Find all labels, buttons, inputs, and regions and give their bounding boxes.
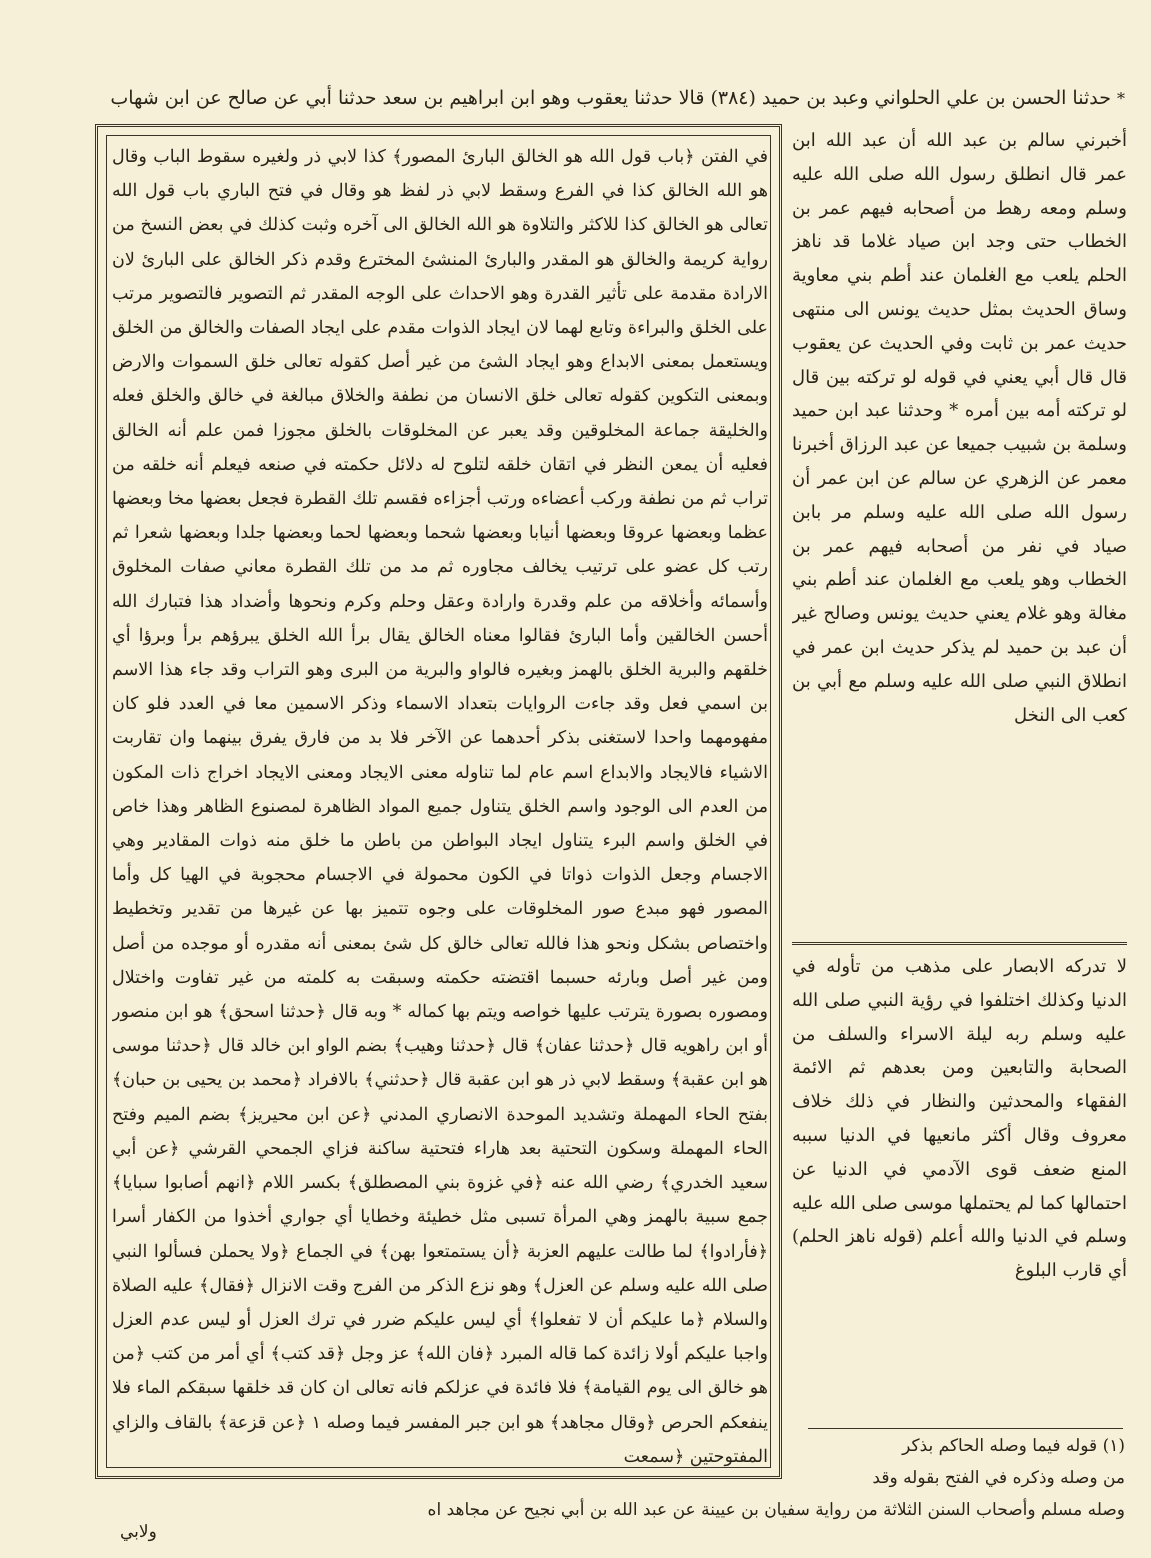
footnote-line-3: وصله مسلم وأصحاب السنن الثلاثة من رواية سفيان بن عيينة عن عبد الله بن أبي نجيح عن مجاهد اه: [427, 1500, 1125, 1520]
page-header: [95, 78, 1125, 118]
footnote: [100, 1430, 1125, 1530]
main-paragraph: في الفتن ﴿باب قول الله هو الخالق البارئ المصور﴾ كذا لابي ذر ولغيره سقوط الباب وقال هو الله الخالق كذا في الفرع وسقط لابي ذر لفظ هو وقال في فتح الباري باب قول الله تعالى هو الخالق كذا للاكثر والتلاوة هو الله الخالق الى آخره وثبت كذلك في بعض النسخ من رواية كريمة والخالق هو المقدر والبارئ المنشئ المخترع وقدم ذكر الخالق على البارئ لان الارادة مقدمة على تأثير القدرة وهو الاحداث على الوجه المقدر ثم التصوير فالتصوير مرتب على الخلق والبراءة وتابع لهما لان ايجاد الذوات مقدم على ايجاد الصفات والخالق من الخلق ويستعمل بمعنى الابداع وهو ايجاد الشئ من غير أصل كقوله تعالى خلق السموات والارض وبمعنى التكوين كقوله تعالى خلق الانسان من نطفة والخلاق مبالغة في خالق والخلق فعله والخليقة جماعة المخلوقين وقد يعبر عن المخلوقات بالخلق مجوزا فمن علم أنه الخالق فعليه أن يمعن النظر في اتقان خلقه لتلوح له دلائل حكمته في صنعه فيعلم أنه خلقه من تراب ثم من نطفة وركب أعضاءه ورتب أجزاءه فقسم تلك القطرة فجعل بعضها مخا وبعضها عظما وبعضها عروقا وبعضها أنيابا وبعضها شحما وبعضها لحما وبعضها جلدا وبعضها شعرا ثم رتب كل عضو على ترتيب يخالف مجاوره ثم مد من تلك القطرة معاني صفات المخلوق وأسمائه وأخلاقه من علم وقدرة وارادة وعقل وحلم وكرم ونحوها وأضداد هذا فتبارك الله أحسن الخالقين وأما البارئ فقالوا معناه الخالق يقال برأ الله الخلق يبرؤهم برأ وبرؤا أي خلقهم والبرية الخلق بالهمز وبغيره فالواو والبرية من البرى وهو التراب وقد جاء هذا الاسم بن اسمي فعل وقد جاءت الروايات بتعداد الاسماء وذكر الاسمين معا في العدد فلو كان مفهومهما واحدا لاستغنى بذكر أحدهما عن الآخر فلا بد من فارق يفرق بينهما وان تقاربت الاشياء فالايجاد والابداع اسم عام لما تناوله معنى الايجاد ومعنى الايجاد اخراج ذات المكون من العدم الى الوجود واسم الخلق يتناول جميع المواد الظاهرة لمصنوع الظاهر وهذا خاص في الخلق واسم البرء يتناول ايجاد البواطن من باطن ما خلق منه ذوات المقادير وهي الاجسام وجعل الذوات ذواتا في الكون محمولة في الاجسام محجوبة في الهيا كل وأما المصور فهو مبدع صور المخلوقات على وجوه تتميز بها عن غيرها من تقدير وتخطيط واختصاص بشكل ونحو هذا فالله تعالى خالق كل شئ بمعنى أنه مقدره أو موجده من أصل ومن غير أصل وبارئه حسبما اقتضته حكمته وسبقت به كلمته من غير تفاوت واختلال ومصوره بصورة يترتب عليها خواصه ويتم بها كماله * وبه قال ﴿حدثنا اسحق﴾ هو ابن منصور أو ابن راهويه قال ﴿حدثنا عفان﴾ قال ﴿حدثنا وهيب﴾ بضم الواو ابن خالد قال ﴿حدثنا موسى هو ابن عقبة﴾ وسقط لابي ذر هو ابن عقبة قال ﴿حدثني﴾ بالافراد ﴿محمد بن يحيى بن حبان﴾ بفتح الحاء المهملة وتشديد الموحدة الانصاري المدني ﴿عن ابن محيريز﴾ بضم الميم وفتح الحاء المهملة وسكون التحتية بعد هاراء فتحتية ساكنة فزاي الجمحي القرشي ﴿عن أبي سعيد الخدري﴾ رضي الله عنه ﴿في غزوة بني المصطلق﴾ بكسر اللام ﴿انهم أصابوا سبايا﴾ جمع سبية بالهمز وهي المرأة تسبى مثل خطيئة وخطايا أي جواري أخذوا من الكفار أسرا ﴿فأرادوا﴾ لما طالت عليهم العزبة ﴿أن يستمتعوا بهن﴾ في الجماع ﴿ولا يحملن فسألوا النبي صلى الله عليه وسلم عن العزل﴾ وهو نزع الذكر من الفرج وقت الانزال ﴿فقال﴾ عليه الصلاة والسلام ﴿ما عليكم أن لا تفعلوا﴾ أي ليس عليكم ضرر في ترك العزل أو ليس عدم العزل واجبا عليكم أولا زائدة كما قاله المبرد ﴿فان الله﴾ عز وجل ﴿قد كتب﴾ أي أمر من كتب ﴿من هو خالق الى يوم القيامة﴾ فلا فائدة في عزلكم فانه تعالى ان كان قد خلقها سبقكم الماء فلا ينفعكم الحرص ﴿وقال مجاهد﴾ هو ابن جبر المفسر فيما وصله ١ ﴿عن قزعة﴾ بالقاف والزاي المفتوحتين ﴿سمعت: [112, 147, 768, 1467]
footnote-line-2: من وصله وذكره في الفتح بقوله وقد: [872, 1468, 1125, 1488]
hadith-side-column: [792, 124, 1127, 934]
header-text: حدثنا الحسن بن علي الحلواني وعبد بن حميد (٣٨٤) قالا حدثنا يعقوب وهو ابن ابراهيم بن سعد حدثنا أبي عن صالح عن ابن شهاب: [110, 87, 1111, 109]
column-divider: [792, 942, 1127, 945]
side-commentary-column: [792, 950, 1127, 1420]
catchword: ولابي: [120, 1522, 157, 1542]
header-star: *: [1117, 89, 1125, 108]
side-paragraph: أخبرني سالم بن عبد الله أن عبد الله ابن عمر قال انطلق رسول الله صلى الله عليه وسلم ومعه رهط من أصحابه فيهم عمر بن الخطاب حتى وجد ابن صياد غلاما قد ناهز الحلم يلعب مع الغلمان عند أطم بني معاوية وساق الحديث بمثل حديث يونس الى منتهى حديث عمر بن ثابت وفي الحديث عن يعقوب قال قال أبي يعني في قوله لو تركته بين قال لو تركته أمه بين أمره * وحدثنا عبد ابن حميد وسلمة بن شبيب جميعا عن عبد الرزاق أخبرنا معمر عن الزهري عن سالم عن ابن عمر أن رسول الله صلى الله عليه وسلم مر بابن صياد في نفر من أصحابه فيهم عمر بن الخطاب وهو يلعب مع الغلمان عند أطم بني مغالة وهو غلام يعني حديث يونس وصالح غير أن عبد بن حميد لم يذكر حديث ابن عمر في انطلاق النبي صلى الله عليه وسلم مع أبي بن كعب الى النخل: [792, 130, 1127, 726]
footnote-rule: [808, 1428, 1123, 1429]
footnote-line-1: (١) قوله فيما وصله الحاكم بذكر: [902, 1436, 1125, 1456]
main-commentary-column: [112, 140, 768, 1470]
side-lower-paragraph: لا تدركه الابصار على مذهب من تأوله في الدنيا وكذلك اختلفوا في رؤية النبي صلى الله عليه وسلم ربه ليلة الاسراء والسلف من الصحابة والتابعين ومن بعدهم ثم الائمة الفقهاء والمحدثين والنظار في ذلك خلاف معروف وقال أكثر مانعيها في الدنيا سببه المنع ضعف قوى الآدمي في الدنيا عن احتمالها كما لم يحتملها موسى صلى الله عليه وسلم في الدنيا والله أعلم (قوله ناهز الحلم) أي قارب البلوغ: [792, 956, 1127, 1282]
